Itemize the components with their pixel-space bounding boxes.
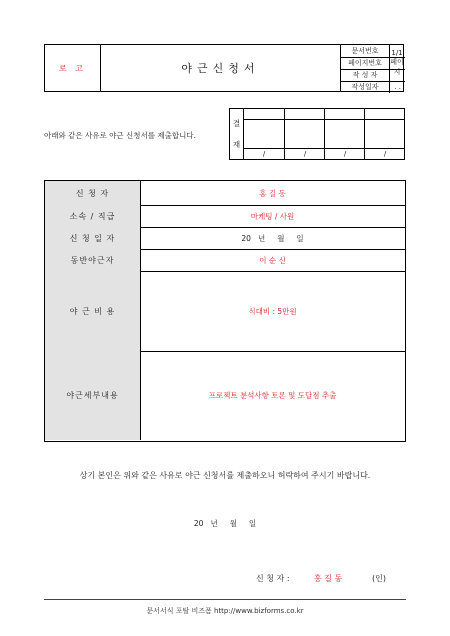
meta-value[interactable]: 1/1페이지 [390, 49, 404, 76]
approval-date: / [244, 148, 284, 159]
approval-label [230, 109, 244, 159]
table-row-request-date [45, 227, 405, 250]
meta-value[interactable] [389, 69, 405, 81]
field-label: 야근세부내용 [45, 351, 141, 440]
request-form-table [44, 180, 406, 442]
meta-label: 문서번호 [341, 45, 390, 57]
approval-box [229, 108, 405, 160]
field-label: 동반야근자 [45, 249, 141, 271]
document-header [44, 44, 404, 92]
seal-mark: (인) [372, 573, 386, 583]
meta-label: 작성일자 [341, 81, 390, 93]
table-row-applicant [45, 181, 405, 206]
footer-text: 문서서식 포탈 비즈폼 http://www.bizforms.co.kr [146, 607, 304, 615]
table-row-cost [45, 271, 405, 352]
field-label: 신 청 일 자 [45, 227, 141, 249]
meta-label: 페이지번호 [341, 57, 390, 69]
signature-name[interactable]: 홍 길 동 [314, 573, 343, 583]
approval-label-top: 결 [232, 119, 241, 128]
request-statement: 상기 본인은 위와 같은 사유로 야근 신청서를 제출하오니 허락하여 주시기 바랍니다. [79, 470, 371, 480]
field-label: 소속 / 직급 [45, 205, 141, 227]
signature-line [44, 570, 406, 586]
meta-label: 작 성 자 [341, 69, 390, 81]
approval-date: / [365, 148, 405, 159]
signature-label: 신 청 자 : [256, 573, 290, 583]
request-date-field[interactable]: 20 년 월 일 [241, 233, 304, 243]
table-row-details [45, 351, 405, 440]
field-label: 신 청 자 [45, 181, 141, 205]
intro-text: 아래와 같은 사유로 야근 신청서를 제출합니다. [44, 130, 196, 140]
cost-field[interactable]: 식대비 : 5만원 [248, 306, 297, 316]
details-field[interactable]: 프로젝트 분석사항 토론 및 도달점 추출 [208, 391, 337, 400]
document-meta [341, 45, 405, 91]
approval-date: / [325, 148, 365, 159]
approval-label-bottom: 재 [232, 140, 241, 149]
approval-cell[interactable] [244, 109, 284, 159]
meta-row-date [341, 81, 405, 93]
approval-cell[interactable] [364, 109, 405, 159]
footer-divider [44, 599, 406, 600]
table-row-department [45, 205, 405, 228]
submission-date: 20 년 월 일 [193, 518, 257, 528]
department-field[interactable]: 마케팅 / 사원 [250, 211, 295, 221]
field-label: 야 근 비 용 [45, 271, 141, 351]
table-row-companion [45, 249, 405, 272]
applicant-field[interactable]: 홍 길 동 [259, 188, 286, 198]
companion-field[interactable]: 이 순 신 [259, 255, 286, 265]
approval-cell[interactable] [324, 109, 365, 159]
approval-cell[interactable] [284, 109, 325, 159]
meta-value[interactable]: . . [394, 83, 401, 91]
document-title: 야근신청서 [101, 45, 341, 91]
logo-placeholder: 로 고 [45, 45, 101, 91]
approval-date: / [285, 148, 325, 159]
